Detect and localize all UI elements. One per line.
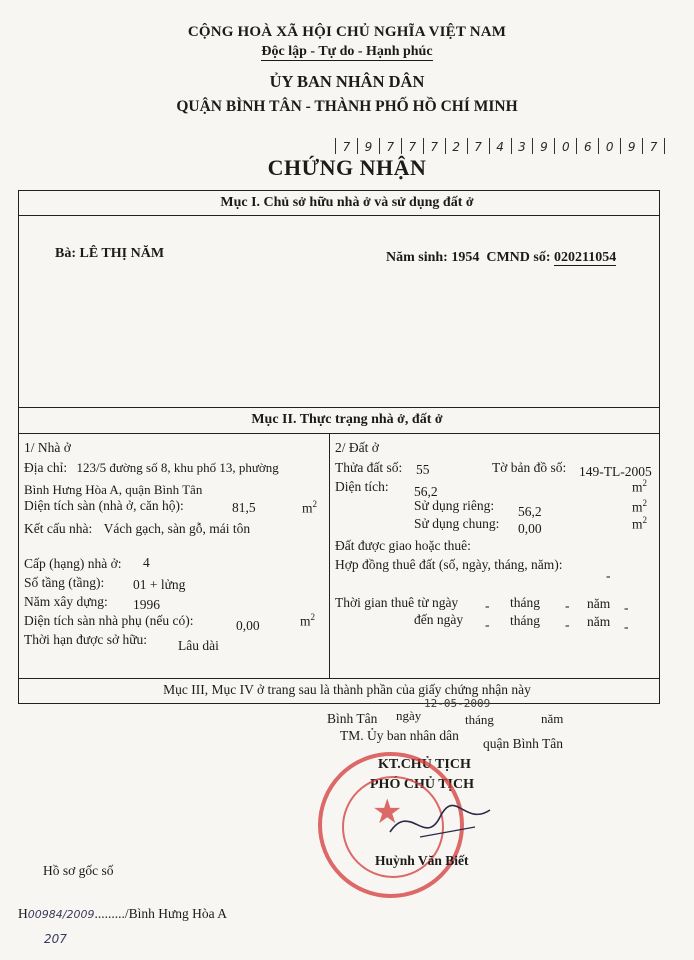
address-line1: 123/5 đường số 8, khu phố 13, phường xyxy=(76,460,279,475)
records-label: Hồ sơ gốc số xyxy=(43,863,114,878)
ownership-term-label: Thời hạn được sở hữu: xyxy=(24,632,148,647)
ownership-term-value: Lâu dài xyxy=(178,638,219,653)
allocated-label: Đất được giao hoặc thuê: xyxy=(335,538,471,553)
serial-digit: 9 xyxy=(620,138,642,154)
nation-heading: CỘNG HOÀ XÃ HỘI CHỦ NGHĨA VIỆT NAM xyxy=(187,24,507,40)
id-number: 020211054 xyxy=(554,250,617,265)
lease-to-day: - xyxy=(485,617,490,632)
lease-contract-label: Hợp đồng thuê đất (số, ngày, tháng, năm): xyxy=(335,557,563,572)
sign-place: Bình Tân xyxy=(327,711,378,726)
owner-id-line xyxy=(386,250,616,266)
unit-m: m xyxy=(632,516,643,532)
lease-from-label: Thời gian thuê từ ngày xyxy=(335,595,459,610)
land-heading: 2/ Đất ở xyxy=(335,440,379,455)
shared-use-value: 0,00 xyxy=(518,521,542,536)
unit-m: m xyxy=(300,613,311,629)
lease-to-year: - xyxy=(624,619,629,634)
role-line1: KT.CHỦ TỊCH xyxy=(378,757,471,772)
aux-area-value: 0,00 xyxy=(236,618,260,633)
floor-area-unit xyxy=(302,499,317,517)
address-row xyxy=(24,460,279,476)
lease-from-month: - xyxy=(565,598,570,613)
serial-digit: 0 xyxy=(598,138,620,154)
serial-digit: 9 xyxy=(532,138,554,154)
floors-label: Số tầng (tầng): xyxy=(24,575,105,590)
map-label: Tờ bản đồ số: xyxy=(492,460,567,475)
lease-to-year-label: năm xyxy=(587,614,611,629)
signature xyxy=(380,792,500,852)
unit-sup: 2 xyxy=(642,478,648,488)
house-heading: 1/ Nhà ở xyxy=(24,440,71,455)
area-value: 56,2 xyxy=(414,484,438,499)
lease-from-day: - xyxy=(485,598,490,613)
motto-text: Độc lập - Tự do - Hạnh phúc xyxy=(261,44,433,59)
unit-sup: 2 xyxy=(642,515,648,525)
floor-area-value: 81,5 xyxy=(232,500,256,515)
lease-to-month: - xyxy=(565,617,570,632)
records-line xyxy=(18,906,227,922)
address-label: Địa chỉ: xyxy=(24,460,68,475)
records-handwritten-no: 00984/2009 xyxy=(27,908,95,921)
unit-m: m xyxy=(632,499,643,515)
grade-label: Cấp (hạng) nhà ở: xyxy=(24,556,122,571)
sign-month-label: tháng xyxy=(465,712,494,727)
serial-digit: 7 xyxy=(642,138,665,154)
year-built-value: 1996 xyxy=(133,597,160,612)
continuation-note: Mục III, Mục IV ở trang sau là thành phần của giấy chứng nhận này xyxy=(163,682,531,697)
section2-title: Mục II. Thực trạng nhà ở, đất ở xyxy=(251,412,443,427)
motto xyxy=(0,44,694,60)
serial-digit: 0 xyxy=(554,138,576,154)
unit-sup: 2 xyxy=(310,612,316,622)
area-unit xyxy=(632,478,647,496)
plot-value: 55 xyxy=(416,462,430,477)
private-use-label: Sử dụng riêng: xyxy=(414,498,495,513)
star-icon: ★ xyxy=(372,792,403,832)
lease-from-year: - xyxy=(624,600,629,615)
id-label: CMND số: xyxy=(486,250,551,265)
authority-heading: ỦY BAN NHÂN DÂN xyxy=(269,72,425,91)
serial-digit: 2 xyxy=(445,138,467,154)
signer-name: Huỳnh Văn Biết xyxy=(375,853,469,868)
divider xyxy=(18,433,659,434)
sign-year-label: năm xyxy=(541,711,564,726)
lease-contract-value: - xyxy=(606,568,611,583)
divider xyxy=(18,407,659,408)
serial-number xyxy=(335,136,665,154)
private-unit xyxy=(632,498,647,516)
structure-value: Vách gạch, sàn gỗ, mái tôn xyxy=(103,521,251,536)
aux-area-label: Diện tích sàn nhà phụ (nếu có): xyxy=(24,613,194,628)
map-value: 149-TL-2005 xyxy=(579,464,652,479)
district-heading: QUẬN BÌNH TÂN - THÀNH PHỐ HỒ CHÍ MINH xyxy=(176,98,518,115)
floor-area-label: Diện tích sàn (nhà ở, căn hộ): xyxy=(24,498,184,513)
committee-label: TM. Ủy ban nhân dân xyxy=(340,728,459,743)
floors-value: 01 + lửng xyxy=(133,577,186,592)
owner-prefix: Bà: xyxy=(55,246,76,261)
section1-title: Mục I. Chủ sở hữu nhà ở và sử dụng đất ở xyxy=(220,195,474,210)
serial-digit: 7 xyxy=(335,138,357,154)
year-built-label: Năm xây dựng: xyxy=(24,594,108,609)
structure-row xyxy=(24,521,250,537)
unit-sup: 2 xyxy=(642,498,648,508)
aux-area-unit xyxy=(300,612,315,630)
private-use-value: 56,2 xyxy=(518,504,542,519)
birth-year: 1954 xyxy=(451,250,480,265)
divider xyxy=(18,215,659,216)
serial-digit: 7 xyxy=(379,138,401,154)
serial-digit: 7 xyxy=(467,138,489,154)
unit-m: m xyxy=(632,479,643,495)
structure-label: Kết cấu nhà: xyxy=(24,521,93,536)
serial-digit: 7 xyxy=(401,138,423,154)
shared-unit xyxy=(632,515,647,533)
divider xyxy=(18,678,659,679)
document-title: CHỨNG NHẬN xyxy=(267,155,427,180)
unit-m: m xyxy=(302,500,313,516)
sign-day-label: ngày xyxy=(396,708,422,723)
serial-digit: 9 xyxy=(357,138,379,154)
committee-district: quận Bình Tân xyxy=(483,736,563,751)
address-line2: Bình Hưng Hòa A, quận Bình Tân xyxy=(24,482,203,497)
records-suffix: ........./Bình Hưng Hòa A xyxy=(94,906,228,921)
date-stamp: 12-05-2009 xyxy=(424,697,491,710)
role-line2: PHÓ CHỦ TỊCH xyxy=(370,777,474,792)
owner-name: LÊ THỊ NĂM xyxy=(79,246,165,261)
lease-to-month-label: tháng xyxy=(510,613,540,628)
shared-use-label: Sử dụng chung: xyxy=(414,516,500,531)
serial-digit: 6 xyxy=(576,138,598,154)
lease-from-year-label: năm xyxy=(587,596,611,611)
birth-label: Năm sinh: xyxy=(386,250,448,265)
records-prefix: H xyxy=(18,906,28,921)
area-label: Diện tích: xyxy=(335,479,389,494)
grade-value: 4 xyxy=(143,555,150,570)
unit-sup: 2 xyxy=(312,499,318,509)
column-divider xyxy=(329,433,330,678)
owner-line xyxy=(55,246,164,262)
plot-label: Thửa đất số: xyxy=(335,460,403,475)
serial-digit: 3 xyxy=(511,138,533,154)
serial-digit: 7 xyxy=(423,138,445,154)
lease-to-label: đến ngày xyxy=(414,612,464,627)
serial-digit: 4 xyxy=(489,138,511,154)
lease-from-month-label: tháng xyxy=(510,595,540,610)
handwritten-note: 207 xyxy=(44,932,67,946)
